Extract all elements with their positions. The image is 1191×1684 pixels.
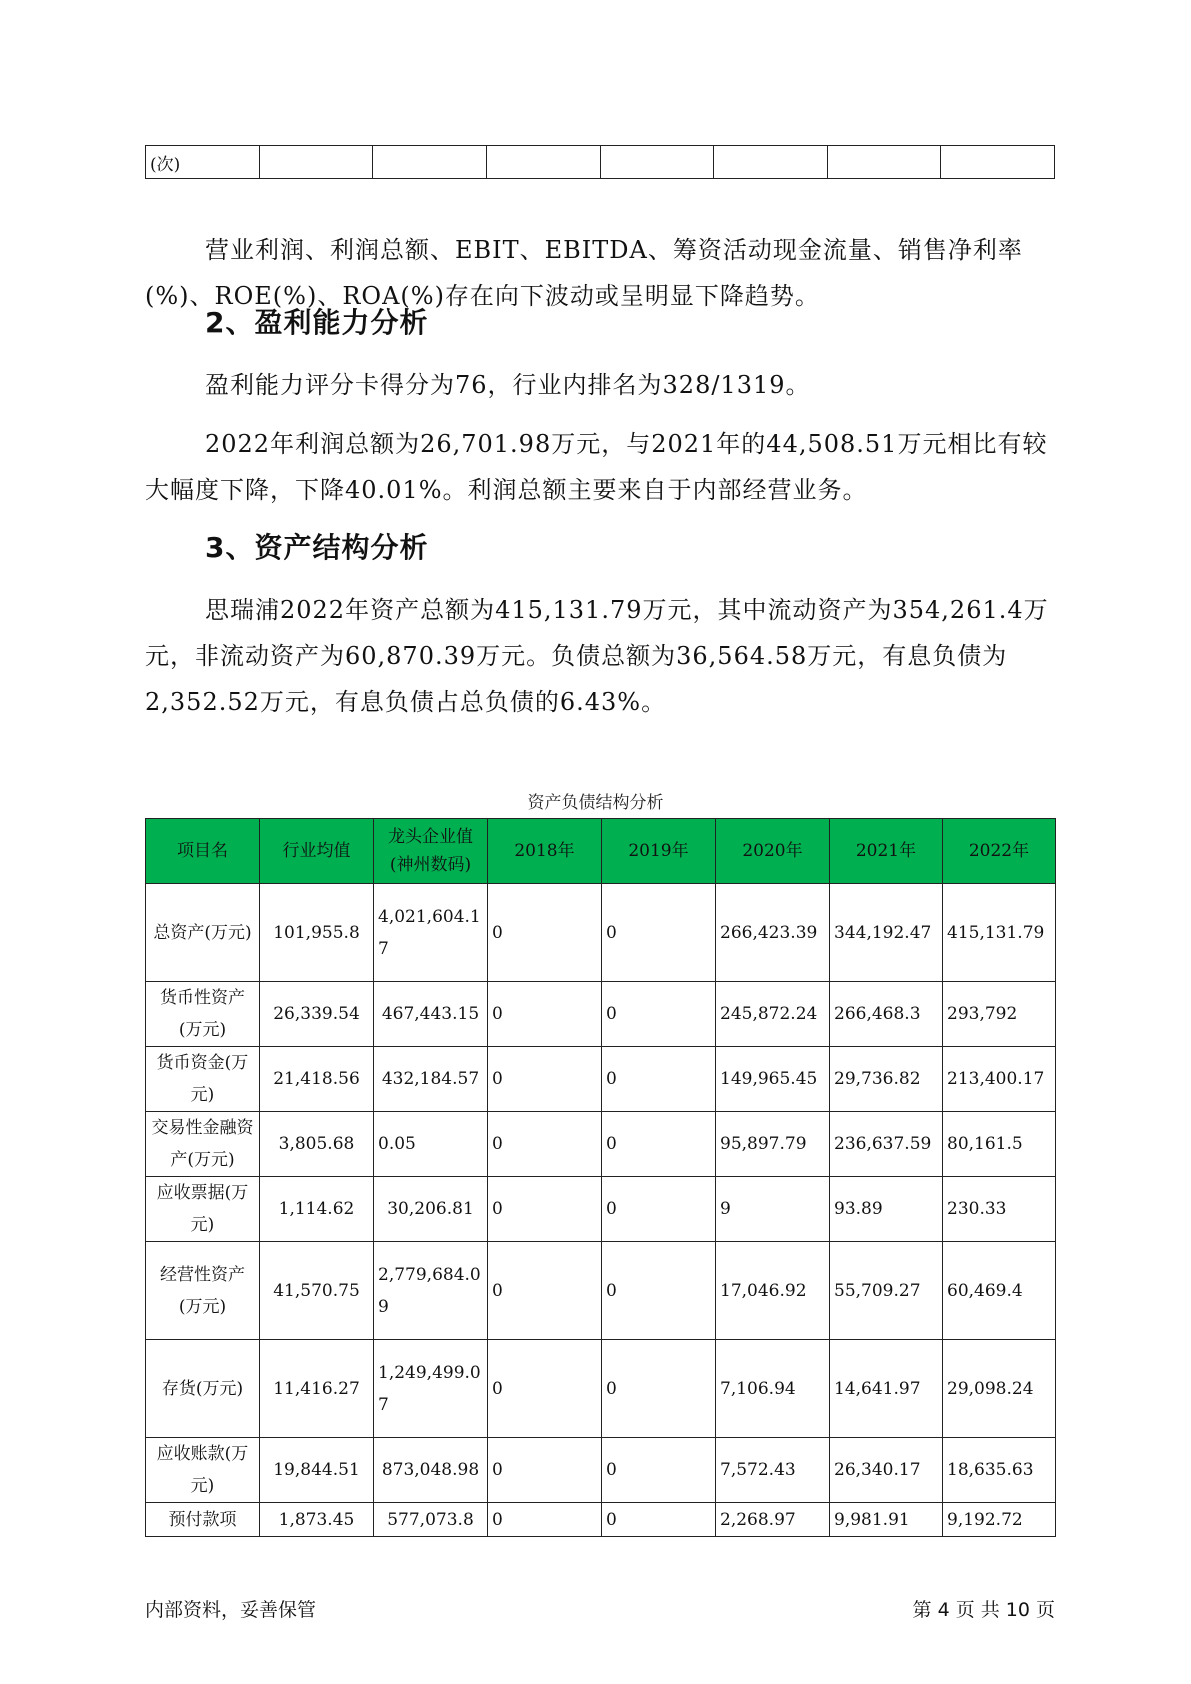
table-cell: 11,416.27	[260, 1340, 374, 1438]
col-header: 项目名	[146, 819, 260, 884]
table-cell: 236,637.59	[830, 1112, 943, 1177]
table-row	[146, 1177, 1056, 1242]
table-row	[146, 1340, 1056, 1438]
table-cell	[714, 146, 828, 179]
table-cell: 0	[602, 1438, 716, 1503]
table-row	[146, 982, 1056, 1047]
table-cell: 0	[488, 884, 602, 982]
table-cell: 14,641.97	[830, 1340, 943, 1438]
table-cell: 2,779,684.09	[374, 1242, 488, 1340]
footer-confidential: 内部资料，妥善保管	[145, 1599, 317, 1621]
header-row	[146, 819, 1056, 884]
table-cell: 55,709.27	[830, 1242, 943, 1340]
table-cell: 0	[602, 1503, 716, 1537]
table-cell: 9,981.91	[830, 1503, 943, 1537]
paragraph-profit: 2022年利润总额为26,701.98万元，与2021年的44,508.51万元相比有较大幅度下降，下降40.01%。利润总额主要来自于内部经营业务。	[145, 430, 1048, 504]
table-cell: 60,469.4	[943, 1242, 1056, 1340]
table-cell: 29,098.24	[943, 1340, 1056, 1438]
row-label: 货币资金(万元)	[146, 1047, 260, 1112]
col-header: 2018年	[488, 819, 602, 884]
table-cell: (次)	[146, 146, 260, 179]
table-cell: 26,340.17	[830, 1438, 943, 1503]
col-header: 龙头企业值(神州数码)	[374, 819, 488, 884]
col-header: 2019年	[602, 819, 716, 884]
table-cell: 0	[488, 1047, 602, 1112]
row-label: 货币性资产(万元)	[146, 982, 260, 1047]
table-row	[146, 1047, 1056, 1112]
row-label: 预付款项	[146, 1503, 260, 1537]
table-cell: 266,468.3	[830, 982, 943, 1047]
paragraph-trend: 营业利润、利润总额、EBIT、EBITDA、筹资活动现金流量、销售净利率(%)、ROE(%)、ROA(%)存在向下波动或呈明显下降趋势。	[145, 236, 1023, 310]
paragraph-assets: 思瑞浦2022年资产总额为415,131.79万元，其中流动资产为354,261.4万元，非流动资产为60,870.39万元。负债总额为36,564.58万元，有息负债为2,352.52万元，有息负债占总负债的6.43%。	[145, 596, 1049, 716]
table-cell: 0	[488, 982, 602, 1047]
table-cell: 30,206.81	[374, 1177, 488, 1242]
table-cell: 1,114.62	[260, 1177, 374, 1242]
page-number: 第 4 页 共 10 页	[912, 1599, 1055, 1621]
row-label: 总资产(万元)	[146, 884, 260, 982]
table-cell: 245,872.24	[716, 982, 830, 1047]
row-label: 经营性资产(万元)	[146, 1242, 260, 1340]
row-label: 交易性金融资产(万元)	[146, 1112, 260, 1177]
row-label: 应收账款(万元)	[146, 1438, 260, 1503]
table-cell: 3,805.68	[260, 1112, 374, 1177]
table-caption: 资产负债结构分析	[527, 793, 664, 813]
table-cell	[259, 146, 373, 179]
table-cell: 0	[488, 1242, 602, 1340]
table-cell: 873,048.98	[374, 1438, 488, 1503]
table-cell: 93.89	[830, 1177, 943, 1242]
table-cell: 17,046.92	[716, 1242, 830, 1340]
col-header: 2021年	[830, 819, 943, 884]
table-cell: 0	[488, 1503, 602, 1537]
table-row	[146, 1438, 1056, 1503]
table-cell: 7,106.94	[716, 1340, 830, 1438]
table-cell: 41,570.75	[260, 1242, 374, 1340]
table-cell: 0	[602, 1047, 716, 1112]
table-cell: 29,736.82	[830, 1047, 943, 1112]
table-cell: 149,965.45	[716, 1047, 830, 1112]
row-label: 存货(万元)	[146, 1340, 260, 1438]
asset-liability-table	[145, 818, 1056, 1537]
table-cell: 0.05	[374, 1112, 488, 1177]
table-row	[146, 1503, 1056, 1537]
table-cell: 467,443.15	[374, 982, 488, 1047]
table-cell: 0	[488, 1177, 602, 1242]
section-heading-asset-structure: 3、资产结构分析	[205, 531, 429, 564]
table-row	[146, 884, 1056, 982]
table-cell: 0	[488, 1112, 602, 1177]
paragraph-score: 盈利能力评分卡得分为76，行业内排名为328/1319。	[205, 371, 811, 399]
table-cell: 2,268.97	[716, 1503, 830, 1537]
table-row	[146, 1112, 1056, 1177]
previous-table-tail	[145, 145, 1055, 179]
table-cell	[600, 146, 714, 179]
table-cell	[486, 146, 600, 179]
table-row	[146, 146, 1055, 179]
table-cell: 266,423.39	[716, 884, 830, 982]
table-cell: 344,192.47	[830, 884, 943, 982]
table-cell: 0	[602, 1242, 716, 1340]
table-cell: 18,635.63	[943, 1438, 1056, 1503]
table-cell: 21,418.56	[260, 1047, 374, 1112]
table-cell: 0	[602, 1112, 716, 1177]
table-cell: 213,400.17	[943, 1047, 1056, 1112]
table-cell: 432,184.57	[374, 1047, 488, 1112]
table-cell: 1,249,499.07	[374, 1340, 488, 1438]
col-header: 2020年	[716, 819, 830, 884]
section-heading-profitability: 2、盈利能力分析	[205, 306, 429, 339]
row-label: 应收票据(万元)	[146, 1177, 260, 1242]
table-cell: 1,873.45	[260, 1503, 374, 1537]
table-cell: 0	[488, 1340, 602, 1438]
table-cell: 0	[602, 982, 716, 1047]
col-header: 行业均值	[260, 819, 374, 884]
table-cell: 80,161.5	[943, 1112, 1056, 1177]
table-cell: 0	[602, 884, 716, 982]
table-cell	[827, 146, 941, 179]
table-cell: 0	[602, 1177, 716, 1242]
table-cell: 19,844.51	[260, 1438, 374, 1503]
table-cell: 95,897.79	[716, 1112, 830, 1177]
table-row	[146, 1242, 1056, 1340]
table-cell	[373, 146, 487, 179]
table-cell: 577,073.8	[374, 1503, 488, 1537]
table-cell: 7,572.43	[716, 1438, 830, 1503]
table-cell: 293,792	[943, 982, 1056, 1047]
table-cell: 26,339.54	[260, 982, 374, 1047]
table-cell: 9,192.72	[943, 1503, 1056, 1537]
col-header: 2022年	[943, 819, 1056, 884]
table-cell: 415,131.79	[943, 884, 1056, 982]
table-cell: 9	[716, 1177, 830, 1242]
table-cell: 0	[488, 1438, 602, 1503]
table-cell: 101,955.8	[260, 884, 374, 982]
table-cell: 0	[602, 1340, 716, 1438]
table-cell: 4,021,604.17	[374, 884, 488, 982]
table-cell	[941, 146, 1055, 179]
table-cell: 230.33	[943, 1177, 1056, 1242]
